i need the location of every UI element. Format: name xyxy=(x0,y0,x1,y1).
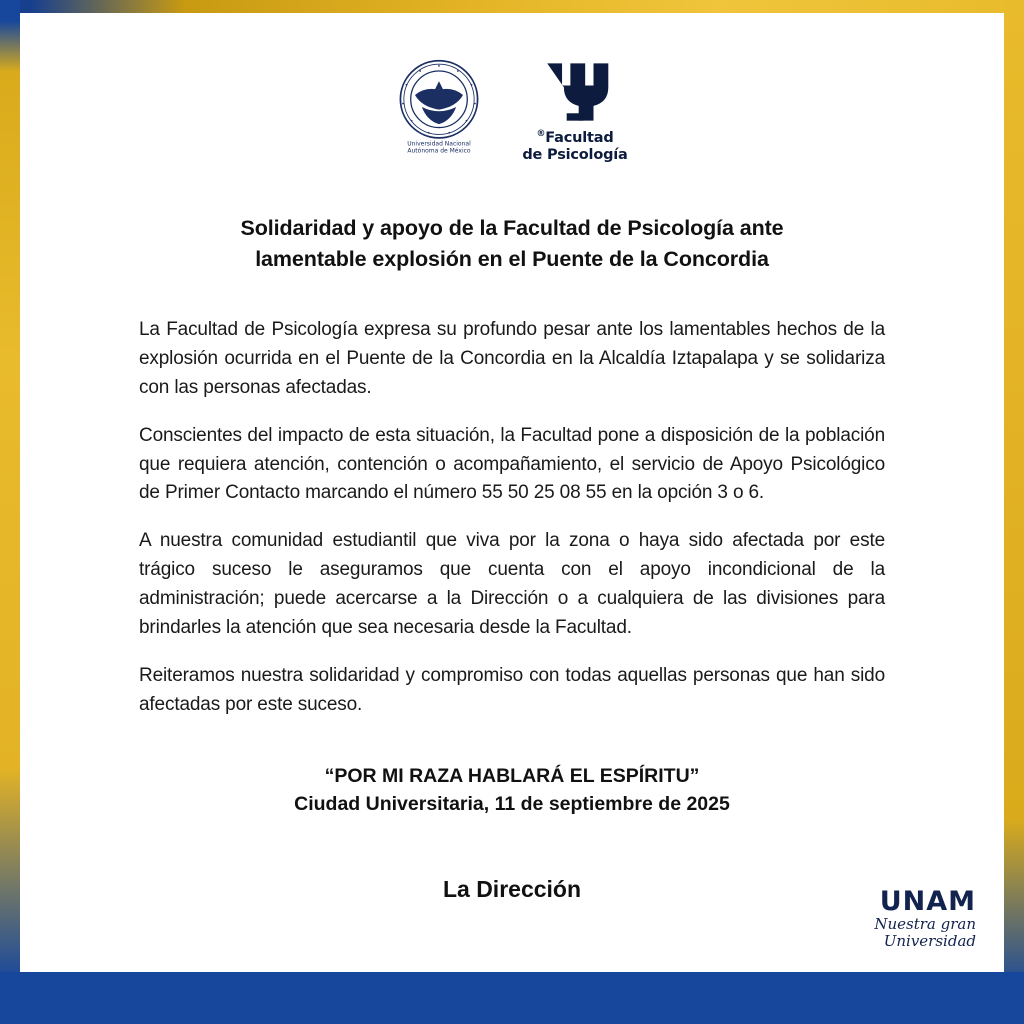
unam-seal-icon xyxy=(396,59,482,155)
unam-brand-mark xyxy=(874,888,976,949)
unam-seal-caption-line2: Autónoma de México xyxy=(407,147,471,155)
top-border-bar xyxy=(0,0,1024,13)
psico-logo-line1: Facultad xyxy=(545,129,614,146)
left-border-bar xyxy=(0,0,20,1024)
page-title-line2: lamentable explosión en el Puente de la Concordia xyxy=(255,246,769,271)
paragraph-1: La Facultad de Psicología expresa su profundo pesar ante los lamentables hechos de la explosión ocurrida en el Puente de la Concordia en la Alcaldía Iztapalapa y se solidariza con las personas afectadas. xyxy=(139,319,885,398)
psi-symbol-icon xyxy=(538,59,612,125)
poster-content xyxy=(20,13,1004,972)
facultad-psicologia-logo xyxy=(522,59,627,163)
registered-mark-icon: ® xyxy=(536,129,546,139)
unam-brand-word: UNAM xyxy=(879,886,976,917)
motto-text: “POR MI RAZA HABLARÁ EL ESPÍRITU” xyxy=(324,764,700,787)
body-text xyxy=(139,274,885,720)
unam-seal-caption-line1: Universidad Nacional xyxy=(407,140,472,148)
unam-brand-tagline-line1: Nuestra gran xyxy=(874,915,976,933)
psico-logo-line2: de Psicología xyxy=(522,146,628,163)
paragraph-2: Conscientes del impacto de esta situación, la Facultad pone a disposición de la población que requiera atención, contención o acompañamiento, el servicio de Apoyo Psicológico de Primer Contacto marcando el número 55 50 25 08 55 en la opción 3 o 6. xyxy=(139,424,885,504)
logo-row xyxy=(20,59,1004,163)
paragraph-4: Reiteramos nuestra solidaridad y compromiso con todas aquellas personas que han sido afectadas por este suceso. xyxy=(139,664,885,715)
bottom-border-bar xyxy=(0,972,1024,1024)
paragraph-3: A nuestra comunidad estudiantil que viva por la zona o haya sido afectada por este trágico suceso le aseguramos que cuenta con el apoyo incondicional de la administración; puede acercarse a la Dirección o a cualquiera de las divisiones para brindarles la atención que sea necesaria desde la Facultad. xyxy=(139,530,885,638)
right-border-bar xyxy=(1004,0,1024,1024)
page-title xyxy=(20,213,1004,274)
place-and-date: Ciudad Universitaria, 11 de septiembre de 2025 xyxy=(294,792,730,815)
institutional-motto xyxy=(20,762,1004,819)
unam-brand-tagline-line2: Universidad xyxy=(883,931,976,950)
page-title-line1: Solidaridad y apoyo de la Facultad de Psicología ante xyxy=(240,216,784,240)
signature: La Dirección xyxy=(442,876,582,903)
